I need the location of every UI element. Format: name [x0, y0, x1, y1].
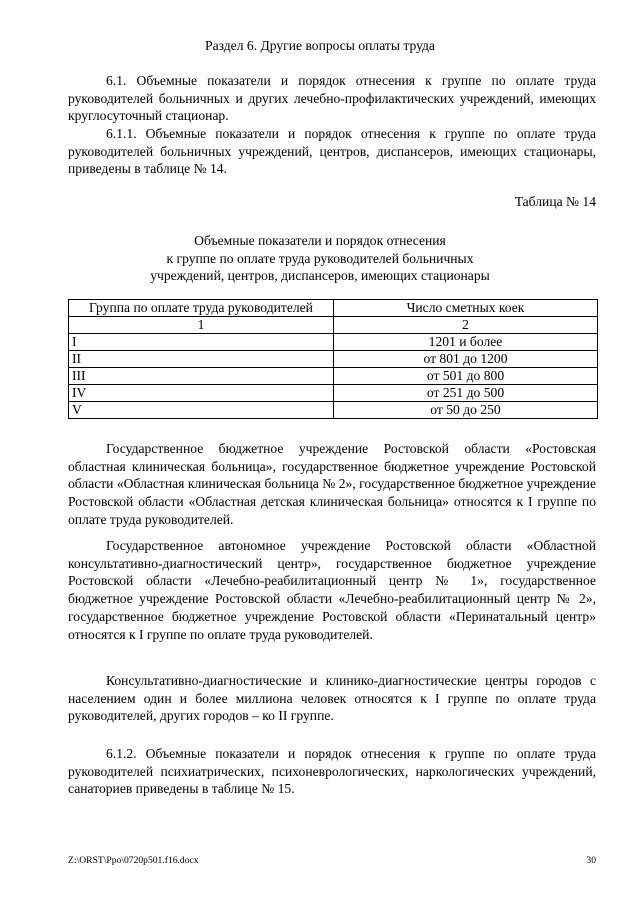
paragraph-6-1-1: 6.1.1. Объемные показатели и порядок отнесения к группе по оплате труда руководителей больничных учреждений, центров, диспансеров, имеющих стационары, приведены в таблице № 14.	[68, 126, 596, 177]
table-title-line: Объемные показатели и порядок отнесения	[194, 233, 446, 248]
group-cell: II	[69, 351, 334, 368]
table-label: Таблица № 14	[514, 194, 596, 209]
page-number: 30	[586, 855, 596, 866]
beds-cell: от 251 до 500	[334, 385, 598, 402]
section-title: Раздел 6. Другие вопросы оплаты труда	[205, 38, 435, 53]
header-cell: Число сметных коек	[334, 300, 598, 317]
paragraph-autonomous-group1: Государственное автономное учреждение Ростовской области «Областной консультативно-диагностический центр», государственное бюджетное учреждение Ростовской области «Лечебно-реабилитационный центр № 1», государственное бюджетное учреждение Ростовской области «Лечебно-реабилитационный центр № 2», государственное бюджетное учреждение Ростовской области «Перинатальный центр» относятся к I группе по оплате труда руководителей.	[68, 538, 596, 642]
group-cell: III	[69, 368, 334, 385]
header-cell: Группа по оплате труда руководителей	[69, 300, 334, 317]
table-row	[69, 368, 598, 385]
beds-cell: от 801 до 1200	[334, 351, 598, 368]
table-title-line: к группе по оплате труда руководителей больничных	[166, 250, 474, 266]
table-row	[69, 385, 598, 402]
group-cell: IV	[69, 385, 334, 402]
beds-cell: от 50 до 250	[334, 402, 598, 419]
paragraph-6-1-2: 6.1.2. Объемные показатели и порядок отнесения к группе по оплате труда руководителей психиатрических, психоневрологических, наркологических учреждений, санаториев приведены в таблице № 15.	[68, 746, 596, 797]
group-cell: I	[69, 334, 334, 351]
table-row	[69, 402, 598, 419]
paragraph-diagnostic-centers: Консультативно-диагностические и клинико-диагностические центры городов с населением один и более миллиона человек относятся к I группе по оплате труда руководителей, других городов – ко II группе.	[68, 673, 596, 724]
colnum-cell: 2	[334, 317, 598, 334]
paragraph-institutions-group1: Государственное бюджетное учреждение Ростовской области «Ростовская областная клиническая больница», государственное бюджетное учреждение Ростовской области «Областная клиническая больница № 2», государственное бюджетное учреждение Ростовской области «Областная детская клиническая больница» относятся к I группе по оплате труда руководителей.	[68, 441, 596, 527]
footer-file-path: Z:\ORST\Ppo\0720p501.f16.docx	[68, 855, 199, 866]
table-title	[0, 232, 640, 285]
table-colnum-row	[69, 317, 598, 334]
colnum-cell: 1	[69, 317, 334, 334]
table-row	[69, 351, 598, 368]
beds-cell: 1201 и более	[334, 334, 598, 351]
table-header-row	[69, 300, 598, 317]
table-title-line: учреждений, центров, диспансеров, имеющих стационары	[150, 268, 490, 284]
page-footer	[68, 855, 596, 866]
paragraph-6-1: 6.1. Объемные показатели и порядок отнесения к группе по оплате труда руководителей больничных и других лечебно-профилактических учреждений, имеющих круглосуточный стационар.	[68, 73, 596, 124]
groups-table	[68, 299, 598, 419]
table-row	[69, 334, 598, 351]
group-cell: V	[69, 402, 334, 419]
beds-cell: от 501 до 800	[334, 368, 598, 385]
